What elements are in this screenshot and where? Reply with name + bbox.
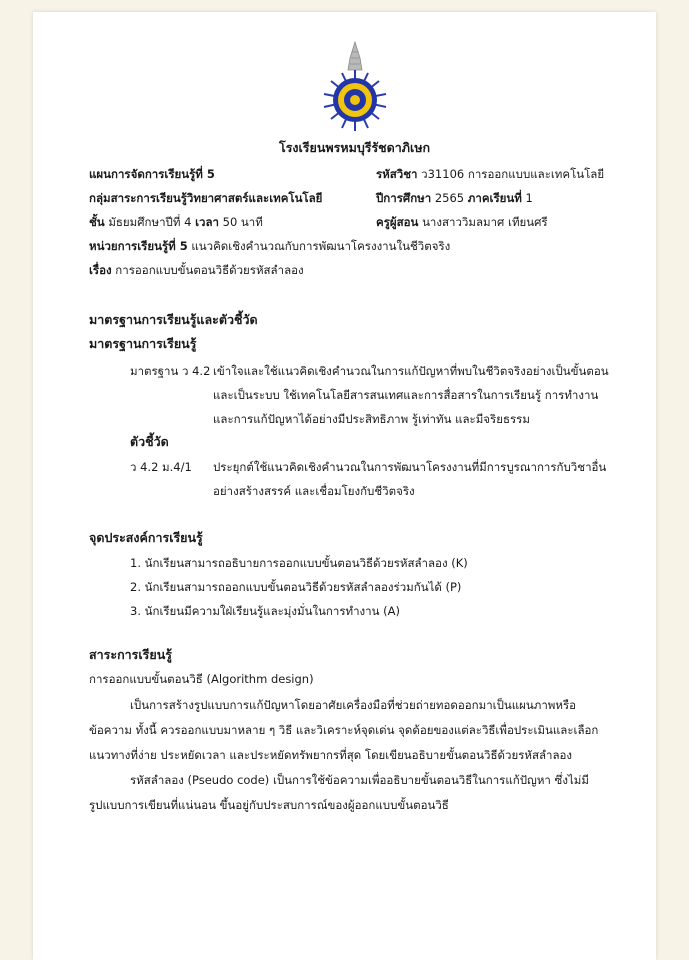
unit [89, 238, 450, 254]
standard-code: มาตรฐาน ว 4.2 [130, 364, 211, 378]
time-label: เวลา [195, 215, 219, 229]
content-heading: สาระการเรียนรู้ [89, 647, 172, 662]
indicator-heading: ตัวชี้วัด [130, 434, 169, 449]
standard-line-3: และการแก้ปัญหาได้อย่างมีประสิทธิภาพ รู้เท่าทัน และมีจริยธรรม [213, 412, 530, 426]
grade-value: มัธยมศึกษาปีที่ 4 [108, 215, 192, 229]
teacher-label: ครูผู้สอน [376, 215, 419, 229]
grade-label: ชั้น [89, 215, 105, 229]
paragraph-line: เป็นการสร้างรูปแบบการแก้ปัญหาโดยอาศัยเครื่องมือที่ช่วยถ่ายทอดออกมาเป็นแผนภาพหรือ [130, 698, 577, 712]
unit-label: หน่วยการเรียนรู้ที่ 5 [89, 239, 188, 253]
course-code [376, 166, 604, 182]
paragraph-line: รูปแบบการเขียนที่แน่นอน ขึ้นอยู่กับประสบการณ์ของผู้ออกแบบขั้นตอนวิธี [89, 798, 449, 812]
year-label: ปีการศึกษา [376, 191, 432, 205]
academic-year [376, 190, 533, 206]
indicator-line-1: ประยุกต์ใช้แนวคิดเชิงคำนวณในการพัฒนาโครงงานที่มีการบูรณาการกับวิชาอื่น [213, 460, 607, 474]
semester-label: ภาคเรียนที่ [467, 191, 522, 205]
semester-value: 1 [525, 191, 533, 205]
objectives-heading: จุดประสงค์การเรียนรู้ [89, 530, 203, 545]
indicator-line-2: อย่างสร้างสรรค์ และเชื่อมโยงกับชีวิตจริง [213, 484, 415, 498]
teacher [376, 214, 548, 230]
standards-subheading: มาตรฐานการเรียนรู้ [89, 336, 197, 351]
topic [89, 262, 304, 278]
standards-heading: มาตรฐานการเรียนรู้และตัวชี้วัด [89, 312, 258, 327]
topic-label: เรื่อง [89, 263, 112, 277]
objective-item: 3. นักเรียนมีความใฝ่เรียนรู้และมุ่งมั่นในการทำงาน (A) [130, 604, 400, 618]
objective-item: 2. นักเรียนสามารถออกแบบขั้นตอนวิธีด้วยรหัสลำลองร่วมกันได้ (P) [130, 580, 462, 594]
paragraph-line: แนวทางที่ง่าย ประหยัดเวลา และประหยัดทรัพยากรที่สุด โดยเขียนอธิบายขั้นตอนวิธีด้วยรหัสลำลอง [89, 748, 573, 762]
grade-time [89, 214, 263, 230]
paragraph-line: รหัสลำลอง (Pseudo code) เป็นการใช้ข้อความเพื่ออธิบายขั้นตอนวิธีในการแก้ปัญหา ซึ่งไม่มี [130, 773, 589, 787]
year-value: 2565 [434, 191, 465, 205]
course-code-label: รหัสวิชา [376, 167, 418, 181]
unit-value: แนวคิดเชิงคำนวณกับการพัฒนาโครงงานในชีวิตจริง [191, 239, 451, 253]
teacher-value: นางสาววิมลมาศ เทียนศรี [422, 215, 548, 229]
school-name: โรงเรียนพรหมบุรีรัชดาภิเษก [279, 140, 431, 155]
content-subtitle: การออกแบบขั้นตอนวิธี (Algorithm design) [89, 672, 314, 686]
topic-value: การออกแบบขั้นตอนวิธีด้วยรหัสลำลอง [115, 263, 304, 277]
standard-line-2: และเป็นระบบ ใช้เทคโนโลยีสารสนเทศและการสื่อสารในการเรียนรู้ การทำงาน [213, 388, 599, 402]
paragraph-line: ข้อความ ทั้งนี้ ควรออกแบบมาหลาย ๆ วิธี และวิเคราะห์จุดเด่น จุดด้อยของแต่ละวิธีเพื่อประเมินและเลือก [89, 723, 599, 737]
document-page [33, 12, 656, 960]
objective-item: 1. นักเรียนสามารถอธิบายการออกแบบขั้นตอนวิธีด้วยรหัสลำลอง (K) [130, 556, 468, 570]
plan-label: แผนการจัดการเรียนรู้ที่ 5 [89, 167, 215, 181]
course-code-value: ว31106 การออกแบบและเทคโนโลยี [421, 167, 605, 181]
school-emblem-logo [316, 40, 394, 136]
standard-line-1: เข้าใจและใช้แนวคิดเชิงคำนวณในการแก้ปัญหาที่พบในชีวิตจริงอย่างเป็นขั้นตอน [213, 364, 609, 378]
indicator-code: ว 4.2 ม.4/1 [130, 460, 192, 474]
subject-group-label: กลุ่มสาระการเรียนรู้วิทยาศาสตร์และเทคโนโลยี [89, 191, 323, 205]
time-value: 50 นาที [222, 215, 263, 229]
